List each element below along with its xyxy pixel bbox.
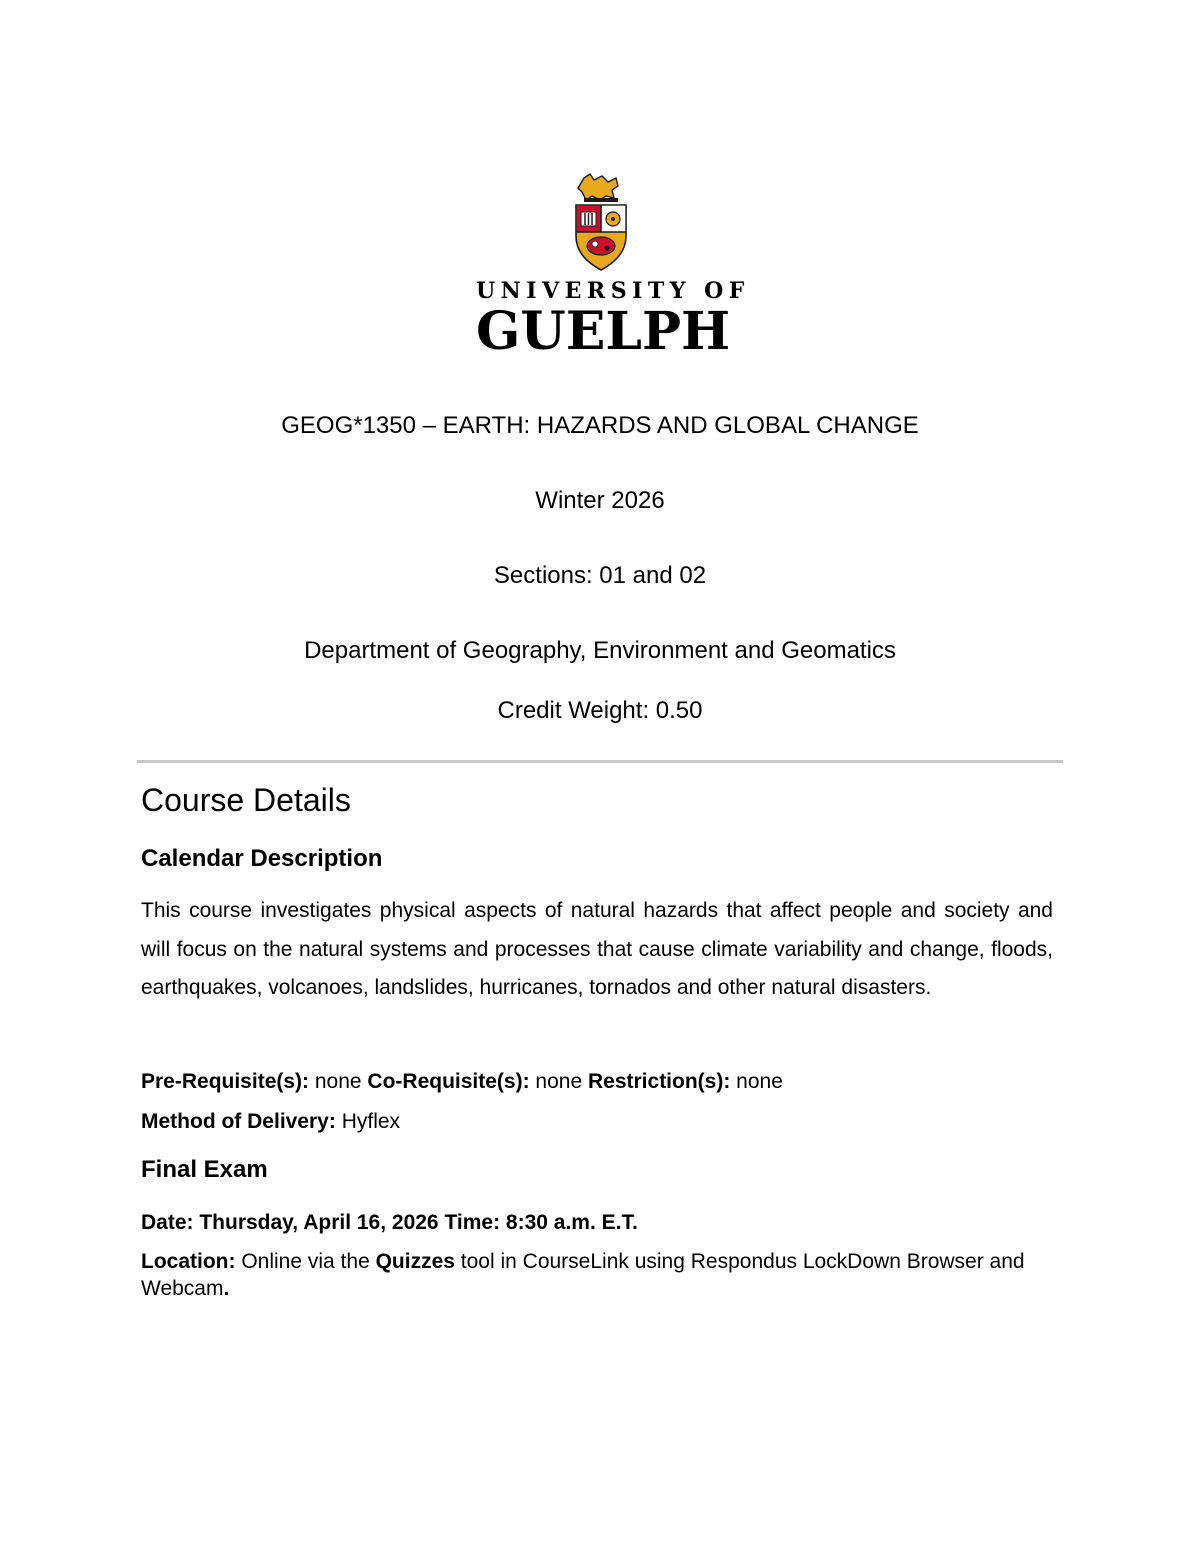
term: Winter 2026 xyxy=(535,487,665,514)
calendar-description: This course investigates physical aspects of natural hazards that affect people and society and will focus on the natural systems and processes that cause climate variability and change, floods, earthquakes, volcanoes, landslides, hurricanes, tornados and other natural disasters. xyxy=(141,899,1053,999)
requisites-line xyxy=(141,1068,783,1095)
university-crest-icon xyxy=(572,172,630,272)
university-logo xyxy=(476,172,750,362)
delivery-label: Method of Delivery: xyxy=(141,1110,336,1133)
prereq-value: none xyxy=(309,1070,368,1093)
restriction-label: Restriction(s): xyxy=(587,1070,731,1093)
location-text-2: tool in CourseLink using Respondus LockDown Browser and Webcam xyxy=(141,1250,1025,1300)
location-quizzes: Quizzes xyxy=(375,1250,455,1273)
course-title: GEOG*1350 – EARTH: HAZARDS AND GLOBAL CHANGE xyxy=(281,412,919,439)
location-label: Location: xyxy=(141,1250,236,1273)
calendar-description-heading: Calendar Description xyxy=(141,845,383,872)
location-text-1: Online via the xyxy=(235,1250,376,1273)
coreq-label: Co-Requisite(s): xyxy=(367,1070,530,1093)
location-period: . xyxy=(223,1277,230,1300)
sections: Sections: 01 and 02 xyxy=(493,562,707,589)
course-details-heading: Course Details xyxy=(141,782,351,818)
exam-location xyxy=(141,1248,1041,1302)
restriction-value: none xyxy=(730,1070,783,1093)
delivery-line xyxy=(141,1108,400,1135)
prereq-label: Pre-Requisite(s): xyxy=(141,1070,310,1093)
final-exam-heading: Final Exam xyxy=(141,1156,268,1183)
department: Department of Geography, Environment and Geomatics xyxy=(304,637,896,664)
coreq-value: none xyxy=(529,1070,588,1093)
wordmark-university-of: UNIVERSITY OF xyxy=(476,278,750,304)
exam-datetime: Date: Thursday, April 16, 2026 Time: 8:30 a.m. E.T. xyxy=(141,1211,638,1234)
credit-weight: Credit Weight: 0.50 xyxy=(497,697,703,724)
section-divider xyxy=(137,760,1063,763)
delivery-value: Hyflex xyxy=(335,1110,401,1133)
wordmark-guelph: GUELPH xyxy=(476,301,731,362)
